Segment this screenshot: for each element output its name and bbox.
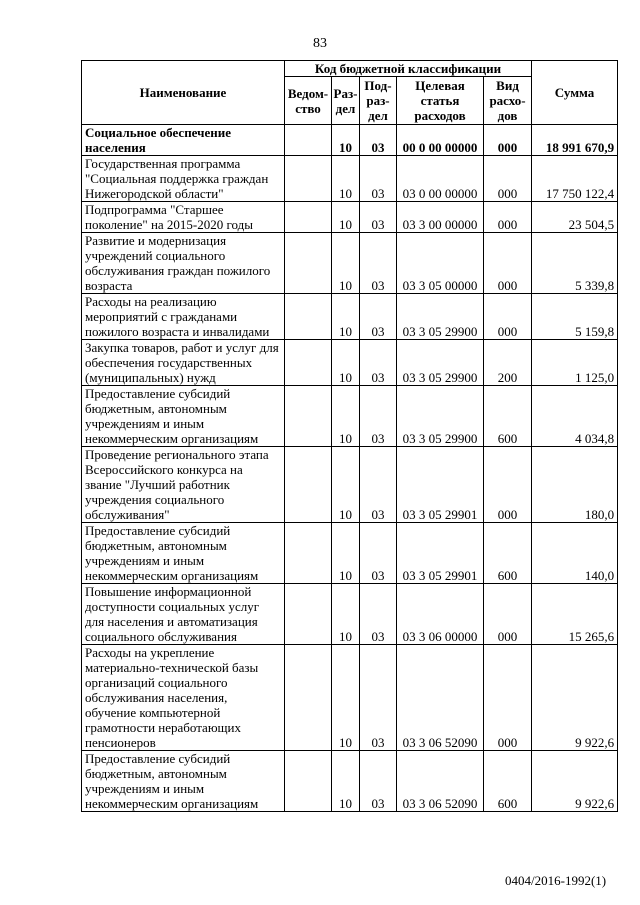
cell-target: 03 3 05 00000 (397, 233, 484, 294)
header-vid: Вид расхо-дов (484, 77, 532, 125)
cell-vid: 600 (484, 386, 532, 447)
cell-vedomstvo (285, 386, 332, 447)
cell-name: Повышение информационной доступности социальных услуг для населения и автоматизация социального обслуживания (82, 584, 285, 645)
cell-sum: 5 339,8 (532, 233, 618, 294)
cell-sum: 4 034,8 (532, 386, 618, 447)
table-row (82, 294, 618, 340)
cell-vid: 600 (484, 751, 532, 812)
cell-vedomstvo (285, 233, 332, 294)
cell-target: 03 3 06 52090 (397, 645, 484, 751)
cell-sum: 23 504,5 (532, 202, 618, 233)
table-row (82, 523, 618, 584)
table-row (82, 202, 618, 233)
cell-name: Предоставление субсидий бюджетным, автономным учреждениям и иным некоммерческим организациям (82, 386, 285, 447)
header-code-group: Код бюджетной классификации (285, 61, 532, 77)
cell-podrazdel: 03 (360, 233, 397, 294)
table-row (82, 751, 618, 812)
cell-razdel: 10 (332, 751, 360, 812)
cell-target: 00 0 00 00000 (397, 125, 484, 156)
cell-target: 03 3 05 29900 (397, 294, 484, 340)
cell-podrazdel: 03 (360, 523, 397, 584)
cell-vid: 000 (484, 294, 532, 340)
cell-podrazdel: 03 (360, 645, 397, 751)
cell-sum: 15 265,6 (532, 584, 618, 645)
table-row (82, 584, 618, 645)
cell-sum: 17 750 122,4 (532, 156, 618, 202)
cell-razdel: 10 (332, 340, 360, 386)
cell-podrazdel: 03 (360, 386, 397, 447)
cell-razdel: 10 (332, 125, 360, 156)
cell-podrazdel: 03 (360, 156, 397, 202)
cell-vid: 000 (484, 645, 532, 751)
cell-name: Расходы на реализацию мероприятий с гражданами пожилого возраста и инвалидами (82, 294, 285, 340)
header-sum: Сумма (532, 61, 618, 125)
cell-podrazdel: 03 (360, 584, 397, 645)
cell-name: Подпрограмма "Старшее поколение" на 2015-2020 годы (82, 202, 285, 233)
cell-razdel: 10 (332, 386, 360, 447)
cell-vedomstvo (285, 645, 332, 751)
cell-podrazdel: 03 (360, 294, 397, 340)
cell-vid: 000 (484, 233, 532, 294)
cell-podrazdel: 03 (360, 751, 397, 812)
cell-razdel: 10 (332, 523, 360, 584)
cell-name: Государственная программа "Социальная поддержка граждан Нижегородской области" (82, 156, 285, 202)
cell-vid: 000 (484, 202, 532, 233)
cell-sum: 180,0 (532, 447, 618, 523)
table-row (82, 447, 618, 523)
cell-sum: 9 922,6 (532, 751, 618, 812)
cell-razdel: 10 (332, 202, 360, 233)
page-number: 83 (313, 36, 327, 51)
cell-vedomstvo (285, 584, 332, 645)
cell-name: Предоставление субсидий бюджетным, автономным учреждениям и иным некоммерческим организациям (82, 751, 285, 812)
table-row (82, 125, 618, 156)
cell-razdel: 10 (332, 645, 360, 751)
cell-target: 03 3 00 00000 (397, 202, 484, 233)
cell-razdel: 10 (332, 447, 360, 523)
cell-sum: 1 125,0 (532, 340, 618, 386)
cell-vedomstvo (285, 202, 332, 233)
cell-target: 03 3 05 29901 (397, 447, 484, 523)
cell-name: Предоставление субсидий бюджетным, автономным учреждениям и иным некоммерческим организациям (82, 523, 285, 584)
cell-vid: 600 (484, 523, 532, 584)
cell-sum: 18 991 670,9 (532, 125, 618, 156)
budget-table (81, 60, 618, 812)
cell-vid: 000 (484, 156, 532, 202)
table-row (82, 233, 618, 294)
cell-vedomstvo (285, 294, 332, 340)
cell-target: 03 0 00 00000 (397, 156, 484, 202)
table-row (82, 156, 618, 202)
cell-target: 03 3 05 29901 (397, 523, 484, 584)
cell-vedomstvo (285, 340, 332, 386)
cell-podrazdel: 03 (360, 125, 397, 156)
header-razdel: Раз-дел (332, 77, 360, 125)
cell-vedomstvo (285, 125, 332, 156)
cell-target: 03 3 05 29900 (397, 340, 484, 386)
cell-podrazdel: 03 (360, 447, 397, 523)
table-row (82, 645, 618, 751)
cell-target: 03 3 06 00000 (397, 584, 484, 645)
header-target: Целевая статья расходов (397, 77, 484, 125)
cell-name: Закупка товаров, работ и услуг для обеспечения государственных (муниципальных) нужд (82, 340, 285, 386)
cell-sum: 140,0 (532, 523, 618, 584)
cell-vid: 000 (484, 125, 532, 156)
cell-vedomstvo (285, 156, 332, 202)
table-row (82, 340, 618, 386)
cell-razdel: 10 (332, 584, 360, 645)
cell-podrazdel: 03 (360, 340, 397, 386)
cell-vedomstvo (285, 447, 332, 523)
header-podrazdel: Под-раз-дел (360, 77, 397, 125)
cell-sum: 9 922,6 (532, 645, 618, 751)
header-vedomstvo: Ведом-ство (285, 77, 332, 125)
cell-name: Расходы на укрепление материально-технической базы организаций социального обслуживания населения, обучение компьютерной грамотности неработающих пенсионеров (82, 645, 285, 751)
cell-razdel: 10 (332, 233, 360, 294)
cell-sum: 5 159,8 (532, 294, 618, 340)
document-code: 0404/2016-1992(1) (505, 873, 607, 888)
cell-name: Проведение регионального этапа Всероссийского конкурса на звание "Лучший работник учреждения социального обслуживания" (82, 447, 285, 523)
cell-target: 03 3 05 29900 (397, 386, 484, 447)
cell-razdel: 10 (332, 156, 360, 202)
cell-vedomstvo (285, 523, 332, 584)
cell-target: 03 3 06 52090 (397, 751, 484, 812)
cell-razdel: 10 (332, 294, 360, 340)
cell-vid: 000 (484, 584, 532, 645)
cell-vedomstvo (285, 751, 332, 812)
cell-vid: 200 (484, 340, 532, 386)
table-row (82, 386, 618, 447)
table-body (82, 125, 618, 812)
header-name: Наименование (82, 61, 285, 125)
cell-name: Социальное обеспечение населения (82, 125, 285, 156)
cell-vid: 000 (484, 447, 532, 523)
cell-podrazdel: 03 (360, 202, 397, 233)
cell-name: Развитие и модернизация учреждений социального обслуживания граждан пожилого возраста (82, 233, 285, 294)
